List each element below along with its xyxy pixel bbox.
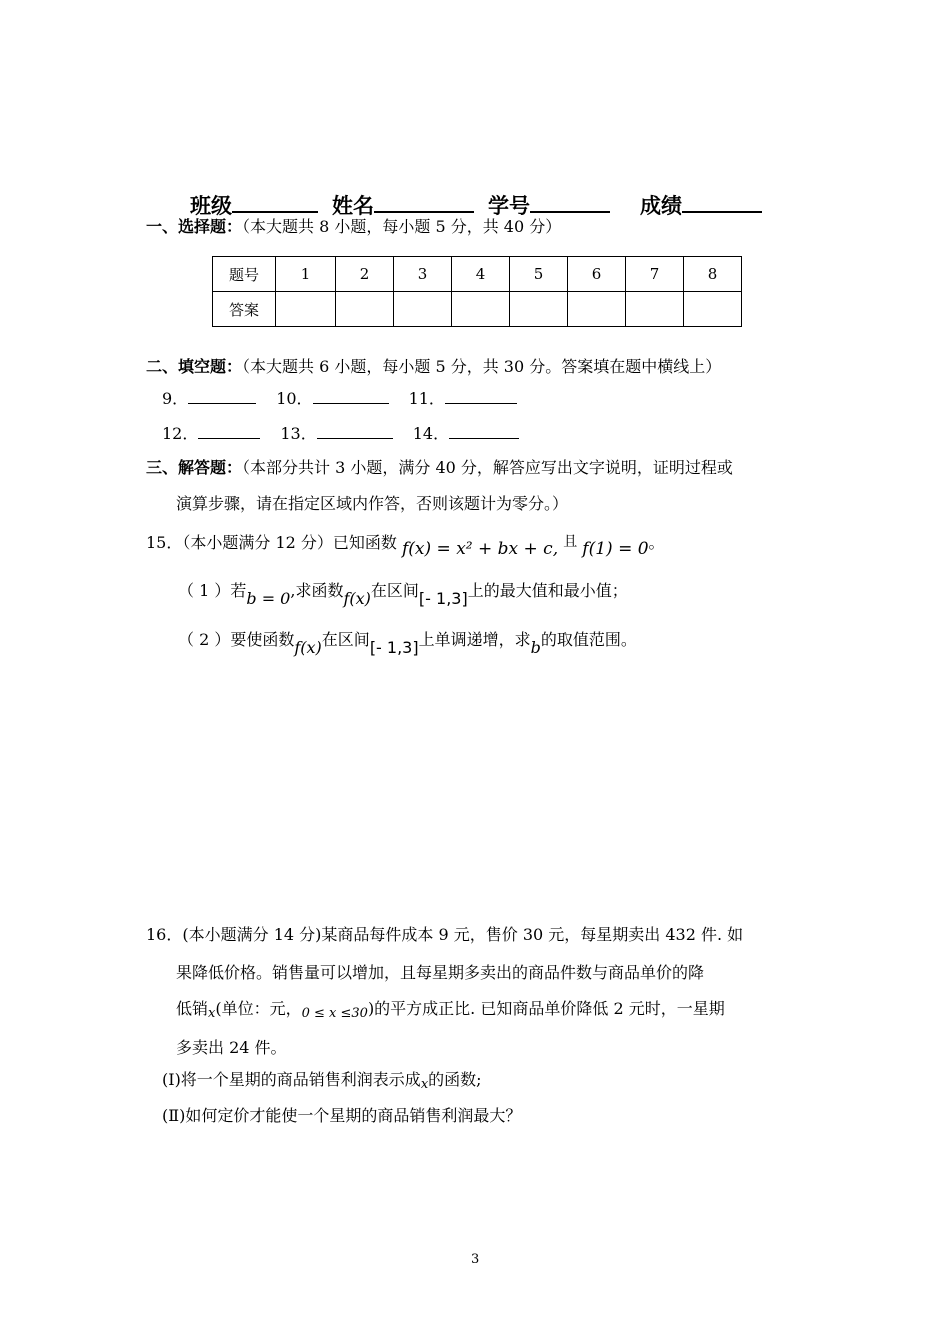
- q15-and: 且: [563, 534, 578, 550]
- section2-heading: [146, 354, 721, 377]
- section1-desc: （本大题共 8 小题，每小题 5 分，共 40 分）: [242, 217, 562, 236]
- fill-row-2: [162, 421, 539, 444]
- q16-part1-end: 的函数;: [428, 1070, 482, 1089]
- q15-formula: f(x) = x² + bx + c,: [402, 539, 559, 559]
- q15-part2-end: 的取值范围。: [540, 630, 637, 649]
- fill-label-13: 13．: [280, 424, 317, 443]
- q15-part1-interval: [- 1,3]: [418, 589, 468, 608]
- section1-title: 一、选择题：: [146, 217, 243, 236]
- q16-line3-range: 0 ≤ x ≤30: [301, 1006, 368, 1021]
- q15-part1-end: 上的最大值和最小值；: [467, 581, 628, 600]
- q15-part2-mid: 上单调递增，求: [418, 630, 531, 649]
- fill-blank-12[interactable]: [198, 422, 260, 439]
- section3-title: 三、解答题：: [146, 458, 243, 477]
- section3-heading: [146, 455, 733, 478]
- table-cell-number: 5: [510, 257, 568, 292]
- section2-title: 二、填空题：: [146, 357, 243, 376]
- score-blank: [682, 191, 762, 213]
- answer-cell[interactable]: [394, 292, 452, 327]
- fill-blank-13[interactable]: [317, 422, 393, 439]
- answer-cell[interactable]: [568, 292, 626, 327]
- fill-label-12: 12．: [162, 424, 199, 443]
- table-row-numbers: [213, 257, 742, 292]
- section3-desc-line1: （本部分共计 3 小题，满分 40 分，解答应写出文字说明，证明过程或: [242, 458, 733, 477]
- fill-label-14: 14．: [412, 424, 450, 443]
- section2-desc: （本大题共 6 小题，每小题 5 分，共 30 分。答案填在题中横线上）: [242, 357, 722, 376]
- answer-cell[interactable]: [684, 292, 742, 327]
- q15-stem-prefix: 15．（本小题满分 12 分）已知函数: [146, 533, 397, 552]
- table-cell-number: 2: [336, 257, 394, 292]
- q16-line4: 多卖出 24 件。: [176, 1038, 287, 1057]
- q15-stem: [146, 530, 665, 559]
- q16-line1: 16．(本小题满分 14 分)某商品每件成本 9 元，售价 30 元，每星期卖出 432 件. 如: [146, 925, 744, 944]
- table-cell-number: 4: [452, 257, 510, 292]
- q15-part1-f: f(x): [343, 589, 371, 608]
- section1-heading: [146, 214, 561, 237]
- q16-part1-x: x: [420, 1077, 429, 1092]
- answer-table: [212, 256, 742, 327]
- fill-blank-10[interactable]: [313, 387, 389, 404]
- class-blank: [232, 191, 318, 213]
- q16-line3-x: x: [208, 1006, 216, 1021]
- table-cell-number: 1: [276, 257, 336, 292]
- table-row-answers: [213, 292, 742, 327]
- answer-cell[interactable]: [452, 292, 510, 327]
- id-blank: [530, 191, 610, 213]
- q15-part1-prefix: （ 1 ）若: [178, 581, 247, 600]
- q16-part1-prefix: (Ⅰ)将一个星期的商品销售利润表示成: [162, 1070, 421, 1089]
- fill-row-1: [162, 386, 537, 409]
- class-label: 班级: [190, 194, 232, 218]
- page-number: 3: [471, 1252, 480, 1267]
- answer-cell[interactable]: [510, 292, 568, 327]
- id-label: 学号: [488, 194, 530, 218]
- answer-cell[interactable]: [626, 292, 684, 327]
- q15-stem-end: 。: [648, 533, 665, 552]
- name-blank: [374, 191, 474, 213]
- q15-part2: [178, 627, 637, 657]
- row-label-question-number: 题号: [213, 257, 276, 292]
- fill-blank-11[interactable]: [445, 387, 517, 404]
- q16-line3-prefix: 低销: [176, 999, 209, 1018]
- score-label: 成绩: [640, 194, 682, 218]
- row-label-answer: 答案: [213, 292, 276, 327]
- table-cell-number: 3: [394, 257, 452, 292]
- fill-label-11: 11．: [408, 389, 445, 408]
- fill-label-9: 9．: [162, 389, 189, 408]
- answer-cell[interactable]: [276, 292, 336, 327]
- table-cell-number: 7: [626, 257, 684, 292]
- name-label: 姓名: [332, 194, 374, 218]
- q15-part2-interval: [- 1,3]: [369, 638, 419, 657]
- q15-part1: [178, 578, 628, 608]
- q15-part1-mid: ,求函数: [290, 581, 344, 600]
- q16-part1: [162, 1067, 482, 1090]
- q16-line3: [176, 996, 725, 1019]
- fill-blank-14[interactable]: [449, 422, 519, 439]
- q15-part2-in: 在区间: [321, 630, 370, 649]
- table-cell-number: 6: [568, 257, 626, 292]
- q16-line2: 果降低价格。销售量可以增加，且每星期多卖出的商品件数与商品单价的降: [176, 963, 705, 982]
- section3-desc-line2: 演算步骤，请在指定区域内作答，否则该题计为零分。）: [176, 494, 569, 513]
- table-cell-number: 8: [684, 257, 742, 292]
- q15-part1-in: 在区间: [370, 581, 419, 600]
- q15-condition: f(1) = 0: [582, 539, 649, 559]
- fill-blank-9[interactable]: [188, 387, 256, 404]
- q15-part1-b: b = 0: [246, 589, 291, 608]
- q15-part2-f: f(x): [294, 638, 322, 657]
- q16-line3-unit: (单位：元，: [215, 999, 302, 1018]
- answer-cell[interactable]: [336, 292, 394, 327]
- fill-label-10: 10．: [276, 389, 313, 408]
- q16-line3-end: )的平方成正比. 已知商品单价降低 2 元时，一星期: [367, 999, 725, 1018]
- q15-part2-b: b: [530, 638, 541, 657]
- q15-part2-prefix: （ 2 ）要使函数: [178, 630, 295, 649]
- q16-part2: (Ⅱ)如何定价才能使一个星期的商品销售利润最大？: [162, 1106, 522, 1125]
